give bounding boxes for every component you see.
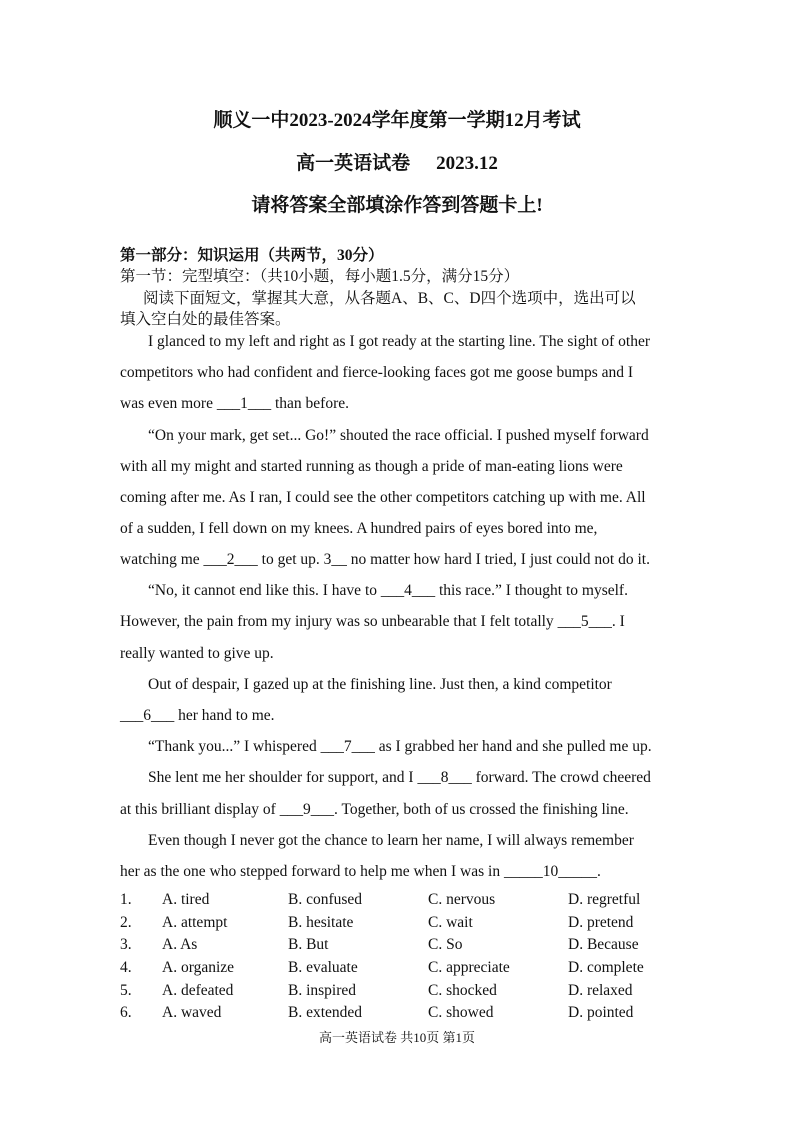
option-c: C. So	[428, 936, 463, 953]
option-b: B. inspired	[288, 982, 357, 999]
passage-line	[120, 707, 680, 725]
passage-line: I glanced to my left and right as I got ready at the starting line. The sight of other	[148, 333, 651, 350]
option-c: C. nervous	[428, 891, 496, 908]
passage-line: Even though I never got the chance to learn her name, I will always remember	[148, 832, 634, 849]
option-a: A. attempt	[162, 914, 228, 931]
passage-text: this race.” I thought to myself.	[435, 582, 628, 599]
option-b: B. evaluate	[288, 959, 358, 976]
passage-text: However, the pain from my injury was so unbearable that I felt totally	[120, 613, 558, 630]
passage-text: watching me	[120, 551, 204, 568]
option-d: D. pointed	[568, 1004, 634, 1021]
question-number: 3.	[120, 936, 132, 953]
blank-5: ___5___	[557, 613, 612, 630]
passage-line: really wanted to give up.	[120, 645, 274, 662]
option-b: B. confused	[288, 891, 363, 908]
question-number: 6.	[120, 1004, 132, 1021]
question-number: 4.	[120, 959, 132, 976]
passage-text: “No, it cannot end like this. I have to	[148, 582, 381, 599]
option-b: B. extended	[288, 1004, 363, 1021]
exam-title: 顺义一中2023-2024学年度第一学期12月考试	[213, 110, 581, 131]
answer-sheet-notice: 请将答案全部填涂作答到答题卡上!	[251, 195, 543, 216]
passage-text: her hand to me.	[174, 707, 275, 724]
option-a: A. tired	[162, 891, 210, 908]
passage-line	[120, 801, 680, 819]
passage-text: her as the one who stepped forward to help me when I was in	[120, 863, 504, 880]
passage-text: as I grabbed her hand and she pulled me up.	[374, 738, 652, 755]
passage-text: .	[596, 863, 601, 880]
option-a: A. waved	[162, 1004, 222, 1021]
blank-1: ___1___	[216, 395, 272, 412]
instruction-line-2: 填入空白处的最佳答案。	[120, 311, 291, 328]
question-number: 5.	[120, 982, 132, 999]
passage-text: . I	[611, 613, 625, 630]
blank-7: ___7___	[320, 738, 375, 755]
blank-10: _____10_____	[503, 863, 597, 880]
option-c: C. shocked	[428, 982, 497, 999]
blank-9: ___9___	[279, 801, 334, 818]
passage-text: “Thank you...” I whispered	[148, 738, 321, 755]
passage-line	[148, 582, 708, 600]
passage-text: than before.	[271, 395, 349, 412]
passage-line	[120, 395, 680, 413]
passage-line: coming after me. As I ran, I could see the other competitors catching up with me. All	[120, 489, 646, 506]
passage-text: She lent me her shoulder for support, and I	[148, 769, 418, 786]
passage-text: . Together, both of us crossed the finishing line.	[333, 801, 629, 818]
passage-text: forward. The crowd cheered	[471, 769, 651, 786]
option-row	[120, 914, 680, 936]
option-d: D. regretful	[568, 891, 641, 908]
passage-line: “On your mark, get set... Go!” shouted the race official. I pushed myself forward	[148, 427, 649, 444]
option-row	[120, 1004, 680, 1026]
part-heading: 第一部分：知识运用（共两节，30分）	[120, 247, 384, 264]
option-row	[120, 982, 680, 1004]
exam-subtitle	[0, 148, 794, 175]
option-d: D. complete	[568, 959, 644, 976]
option-d: D. relaxed	[568, 982, 633, 999]
blank-2: ___2___	[203, 551, 258, 568]
passage-line: of a sudden, I fell down on my knees. A hundred pairs of eyes bored into me,	[120, 520, 598, 537]
passage-text: to get up.	[257, 551, 324, 568]
option-c: C. wait	[428, 914, 473, 931]
option-b: B. But	[288, 936, 329, 953]
blank-6: ___6___	[120, 707, 175, 724]
passage-line: with all my might and started running as though a pride of man-eating lions were	[120, 458, 623, 475]
option-row	[120, 891, 680, 913]
page-footer: 高一英语试卷 共10页 第1页	[318, 1030, 475, 1045]
option-d: D. pretend	[568, 914, 634, 931]
blank-4: ___4___	[380, 582, 436, 599]
passage-text: no matter how hard I tried, I just could not do it.	[346, 551, 650, 568]
passage-line	[120, 613, 680, 631]
passage-line	[148, 738, 708, 756]
option-a: A. organize	[162, 959, 235, 976]
passage-line	[120, 551, 680, 569]
passage-text: at this brilliant display of	[120, 801, 280, 818]
option-row	[120, 959, 680, 981]
question-number: 2.	[120, 914, 132, 931]
question-number: 1.	[120, 891, 132, 908]
instruction-line-1: 阅读下面短文，掌握其大意，从各题A、B、C、D四个选项中，选出可以	[143, 290, 636, 307]
passage-line	[120, 863, 680, 881]
option-c: C. showed	[428, 1004, 494, 1021]
option-b: B. hesitate	[288, 914, 354, 931]
option-a: A. defeated	[162, 982, 234, 999]
exam-date: 2023.12	[436, 153, 498, 174]
option-row	[120, 936, 680, 958]
blank-8: ___8___	[417, 769, 472, 786]
option-d: D. Because	[568, 936, 639, 953]
passage-line: competitors who had confident and fierce-looking faces got me goose bumps and I	[120, 364, 634, 381]
option-c: C. appreciate	[428, 959, 510, 976]
subsection-heading: 第一节：完型填空：（共10小题，每小题1.5分，满分15分）	[120, 268, 520, 285]
blank-3: 3__	[323, 551, 347, 568]
subject-name: 高一英语试卷	[296, 153, 411, 174]
passage-line	[148, 769, 708, 787]
passage-text: was even more	[120, 395, 217, 412]
option-a: A. As	[162, 936, 198, 953]
passage-line: Out of despair, I gazed up at the finishing line. Just then, a kind competitor	[148, 676, 612, 693]
